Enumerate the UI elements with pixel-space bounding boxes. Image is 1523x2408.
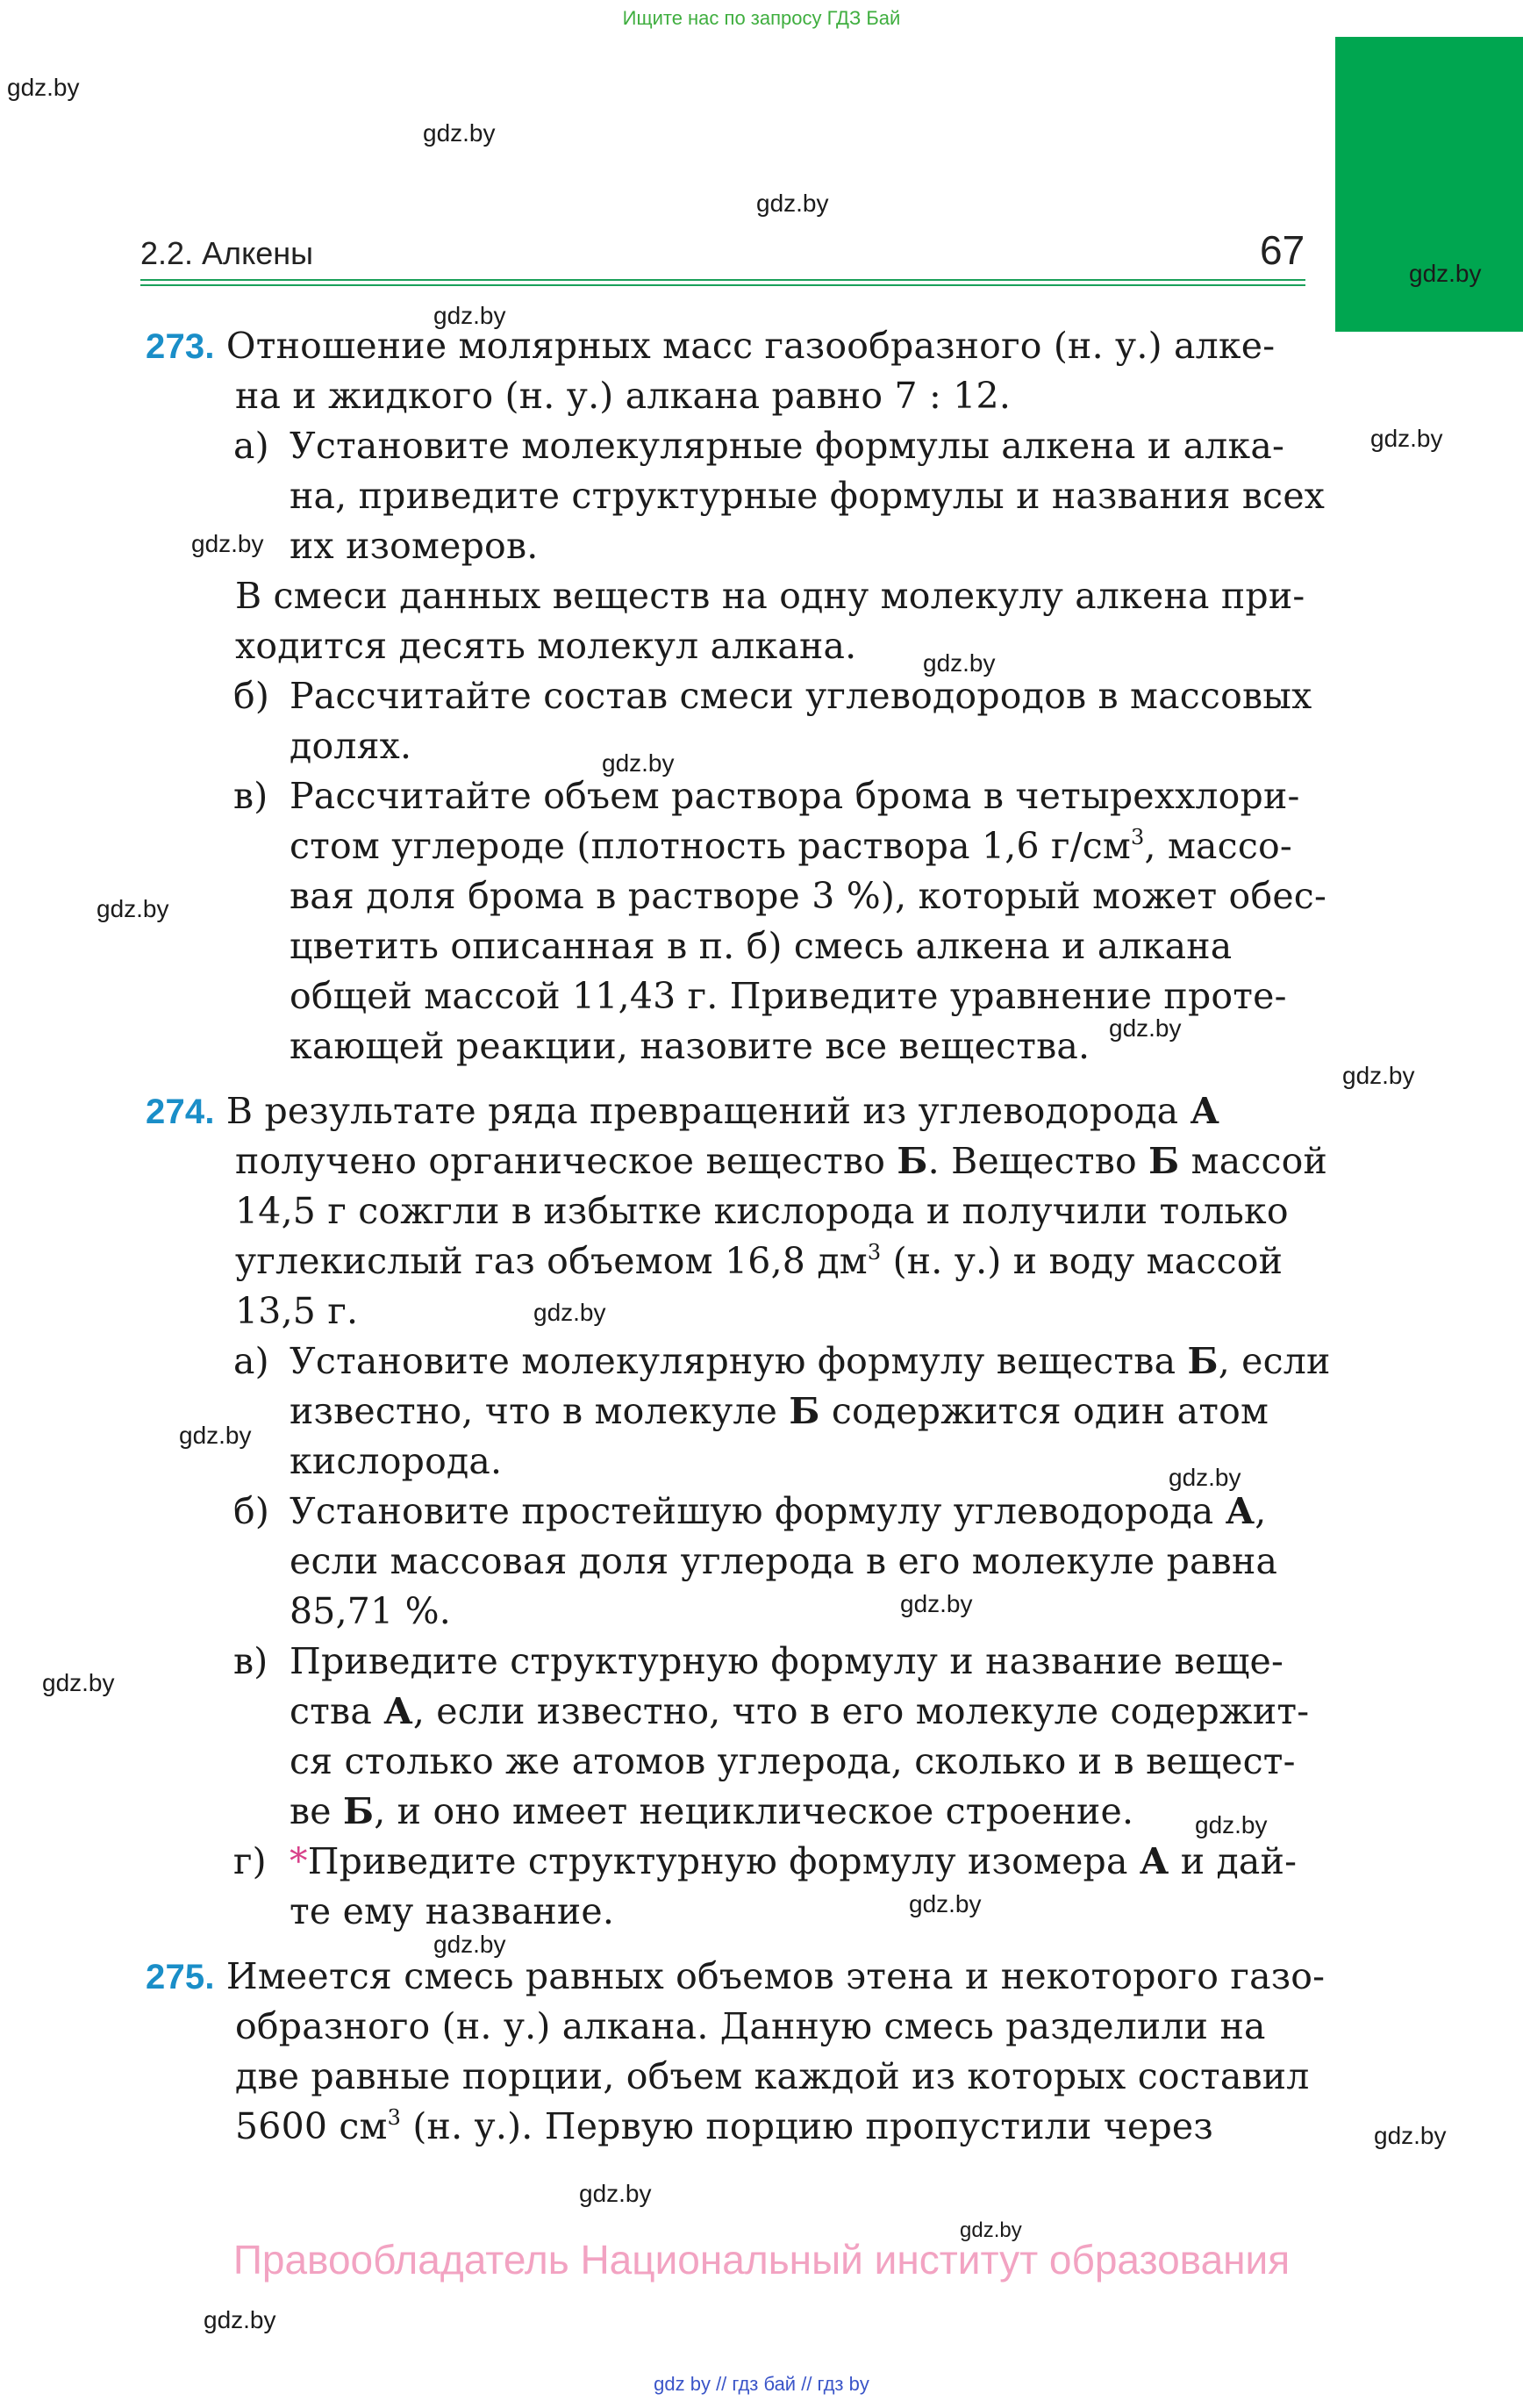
watermark[interactable]: gdz.by xyxy=(1169,1464,1241,1491)
watermark[interactable]: gdz.by xyxy=(909,1890,982,1917)
page-number: 67 xyxy=(1260,227,1305,273)
problem-274-line-5: 13,5 г. xyxy=(235,1290,359,1332)
watermark[interactable]: gdz.by xyxy=(1370,425,1443,452)
problem-273-a-line-3: их изомеров. xyxy=(290,525,539,567)
watermark[interactable]: gdz.by xyxy=(900,1590,973,1617)
problem-274-line-1: 274. В результате ряда превращений из углеводорода А xyxy=(146,1090,1220,1132)
bottom-links[interactable]: gdz by // гдз бай // гдз by xyxy=(654,2373,869,2395)
watermark[interactable]: gdz.by xyxy=(756,190,829,217)
problem-273-c-line-1: Рассчитайте объем раствора брома в четыреххлори- xyxy=(290,775,1300,817)
rights-holder-footer: Правообладатель Национальный институт образования xyxy=(232,2237,1291,2283)
watermark[interactable]: gdz.by xyxy=(97,895,169,922)
watermark[interactable]: gdz.by xyxy=(42,1669,115,1696)
problem-273-b-line-2: долях. xyxy=(290,725,412,767)
problem-274-c-line-2: ства А, если известно, что в его молекуле содержит- xyxy=(290,1690,1310,1732)
problem-273-c-line-4: цветить описанная в п. б) смесь алкена и алкана xyxy=(290,925,1233,967)
watermark[interactable]: gdz.by xyxy=(433,302,506,329)
problem-273-line-1: 273. Отношение молярных масс газообразного (н. у.) алке- xyxy=(146,325,1276,367)
item-label: б) xyxy=(233,1490,270,1532)
problem-274-a-line-1: Установите молекулярную формулу вещества Б, если xyxy=(290,1340,1331,1382)
watermark[interactable]: gdz.by xyxy=(1409,260,1482,287)
watermark[interactable]: gdz.by xyxy=(7,74,80,101)
section-title: 2.2. Алкены xyxy=(140,235,313,271)
problem-275-line-1: 275. Имеется смесь равных объемов этена и некоторого газо- xyxy=(146,1955,1326,1997)
problem-273-a-line-1: Установите молекулярные формулы алкена и алка- xyxy=(290,425,1285,467)
watermark[interactable]: gdz.by xyxy=(923,649,996,677)
watermark[interactable]: gdz.by xyxy=(433,1931,506,1958)
item-label: г) xyxy=(233,1840,267,1882)
problem-273-line-2: на и жидкого (н. у.) алкана равно 7 : 12. xyxy=(235,375,1012,417)
watermark[interactable]: gdz.by xyxy=(579,2180,652,2207)
problem-273-c-line-6: кающей реакции, назовите все вещества. xyxy=(290,1025,1090,1067)
problem-274-d-line-1: *Приведите структурную формулу изомера А и дай- xyxy=(290,1840,1298,1882)
top-banner[interactable]: Ищите нас по запросу ГДЗ Бай xyxy=(622,7,901,29)
problem-273-a-line-2: на, приведите структурные формулы и названия всех xyxy=(290,475,1326,517)
problem-275-line-4: 5600 $см^3$ (н. у.). Первую порцию пропустили через xyxy=(235,2105,1213,2147)
watermark[interactable]: gdz.by xyxy=(179,1422,252,1449)
watermark[interactable]: gdz.by xyxy=(602,749,675,777)
watermark[interactable]: gdz.by xyxy=(960,2218,1022,2242)
problem-274-a-line-3: кислорода. xyxy=(290,1440,503,1482)
problem-274-b-line-3: 85,71 %. xyxy=(290,1590,451,1632)
watermark[interactable]: gdz.by xyxy=(423,119,496,147)
problem-274-c-line-3: ся столько же атомов углерода, сколько и в вещест- xyxy=(290,1740,1296,1782)
problem-274-line-2: получено органическое вещество Б. Вещество Б массой xyxy=(235,1140,1328,1182)
watermark[interactable]: gdz.by xyxy=(1342,1062,1415,1089)
problem-274-b-line-2: если массовая доля углерода в его молекуле равна xyxy=(290,1540,1278,1582)
problem-274-line-4: углекислый газ объемом 16,8 $дм^3$ (н. у.) и воду массой xyxy=(235,1240,1283,1282)
problem-number: 273. xyxy=(146,327,215,366)
watermark[interactable]: gdz.by xyxy=(1109,1014,1182,1042)
item-label: б) xyxy=(233,675,270,717)
watermark[interactable]: gdz.by xyxy=(1374,2122,1447,2149)
header-rule xyxy=(140,279,1305,281)
watermark[interactable]: gdz.by xyxy=(191,530,264,557)
problem-273-c-line-2: стом углероде (плотность раствора 1,6 $г/см^3$, массо- xyxy=(290,825,1292,867)
problem-273-c-line-5: общей массой 11,43 г. Приведите уравнение проте- xyxy=(290,975,1287,1017)
item-label: в) xyxy=(233,1640,268,1682)
problem-274-c-line-1: Приведите структурную формулу и название веще- xyxy=(290,1640,1284,1682)
problem-273-note-line-2: ходится десять молекул алкана. xyxy=(235,625,857,667)
problem-274-c-line-4: ве Б, и оно имеет нециклическое строение. xyxy=(290,1790,1134,1832)
problem-275-line-3: две равные порции, объем каждой из которых составил xyxy=(235,2055,1310,2097)
problem-273-b-line-1: Рассчитайте состав смеси углеводородов в массовых xyxy=(290,675,1312,717)
problem-275-line-2: образного (н. у.) алкана. Данную смесь разделили на xyxy=(235,2005,1266,2047)
watermark[interactable]: gdz.by xyxy=(1195,1811,1268,1838)
item-label: в) xyxy=(233,775,268,817)
watermark[interactable]: gdz.by xyxy=(533,1299,606,1326)
problem-274-line-3: 14,5 г сожгли в избытке кислорода и получили только xyxy=(235,1190,1289,1232)
problem-273-c-line-3: вая доля брома в растворе 3 %), который может обес- xyxy=(290,875,1327,917)
star-mark: * xyxy=(290,1840,308,1882)
problem-274-d-line-2: те ему название. xyxy=(290,1890,615,1932)
watermark[interactable]: gdz.by xyxy=(204,2306,276,2333)
header-rule-2 xyxy=(140,284,1305,286)
item-label: а) xyxy=(233,1340,269,1382)
problem-274-a-line-2: известно, что в молекуле Б содержится один атом xyxy=(290,1390,1269,1432)
problem-number: 275. xyxy=(146,1958,215,1996)
item-label: а) xyxy=(233,425,269,467)
problem-274-b-line-1: Установите простейшую формулу углеводорода А, xyxy=(290,1490,1267,1532)
problem-273-note-line-1: В смеси данных веществ на одну молекулу алкена при- xyxy=(235,575,1305,617)
problem-number: 274. xyxy=(146,1093,215,1131)
